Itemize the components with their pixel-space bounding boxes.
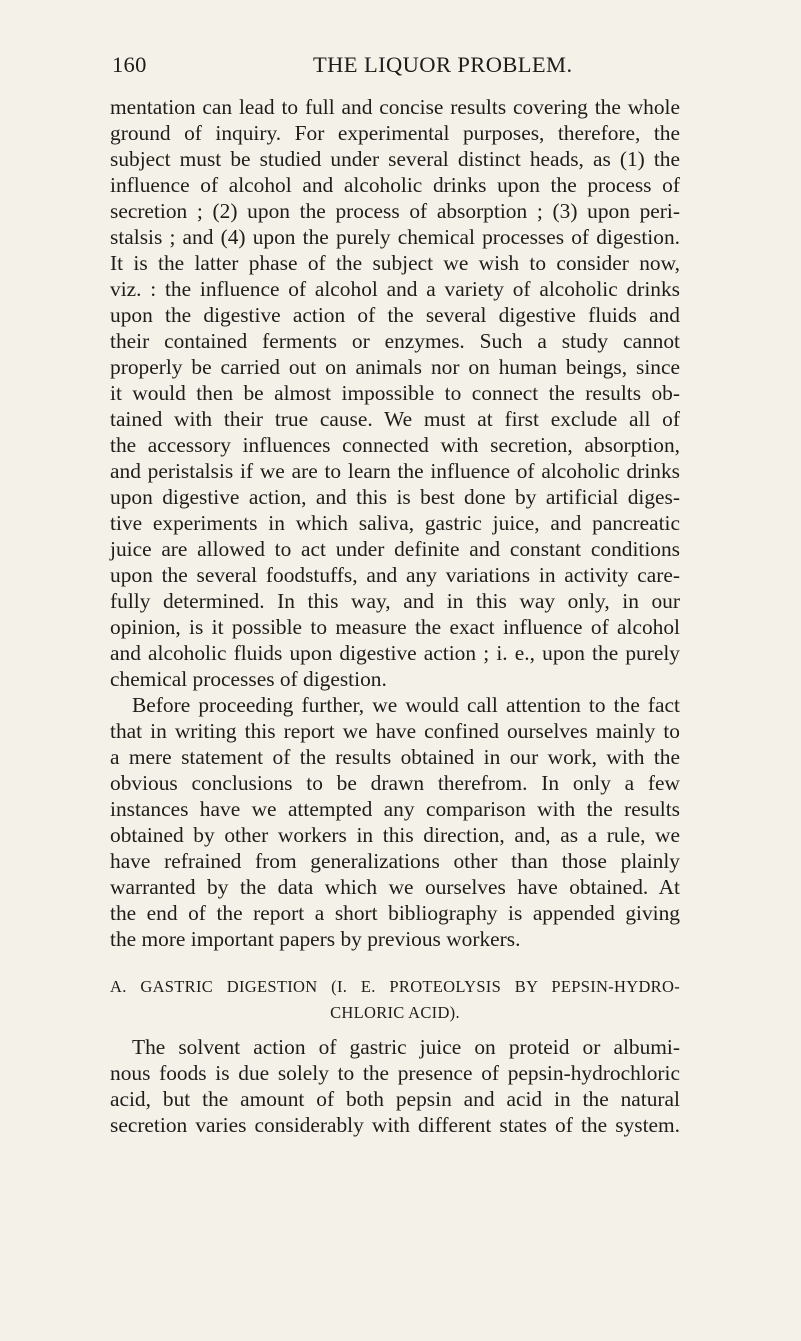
text-line: acid, but the amount of both pepsin and acid in the natural	[110, 1087, 680, 1111]
text-line: tained with their true cause. We must at first exclude all of	[110, 407, 680, 431]
text-line: It is the latter phase of the subject we wish to consider now,	[110, 251, 680, 275]
text-line: influence of alcohol and alcoholic drinks upon the process of	[110, 173, 680, 197]
text-line: nous foods is due solely to the presence of pepsin-hydrochloric	[110, 1061, 680, 1085]
text-line: obvious conclusions to be drawn therefrom. In only a few	[110, 771, 680, 795]
text-line: stalsis ; and (4) upon the purely chemical processes of digestion.	[110, 225, 680, 249]
text-line: warranted by the data which we ourselves have obtained. At	[110, 875, 680, 899]
text-line: obtained by other workers in this direction, and, as a rule, we	[110, 823, 680, 847]
text-line: their contained ferments or enzymes. Such a study cannot	[110, 329, 680, 353]
text-line: chemical processes of digestion.	[110, 667, 387, 691]
section-heading-line: CHLORIC ACID).	[330, 1003, 460, 1022]
text-line: upon digestive action, and this is best done by artificial diges-	[110, 485, 680, 509]
text-line: fully determined. In this way, and in this way only, in our	[110, 589, 680, 613]
text-line: Before proceeding further, we would call attention to the fact	[132, 693, 680, 717]
text-line: subject must be studied under several distinct heads, as (1) the	[110, 147, 680, 171]
text-line: mentation can lead to full and concise results covering the whole	[110, 95, 680, 119]
text-line: the more important papers by previous workers.	[110, 927, 521, 951]
running-head	[0, 52, 801, 82]
text-line: secretion varies considerably with different states of the system.	[110, 1113, 680, 1137]
text-line: and peristalsis if we are to learn the influence of alcoholic drinks	[110, 459, 680, 483]
text-line: the accessory influences connected with secretion, absorption,	[110, 433, 680, 457]
text-line: and alcoholic fluids upon digestive action ; i. e., upon the purely	[110, 641, 680, 665]
text-line: The solvent action of gastric juice on proteid or albumi-	[132, 1035, 680, 1059]
text-line: secretion ; (2) upon the process of absorption ; (3) upon peri-	[110, 199, 680, 223]
text-line: upon the digestive action of the several digestive fluids and	[110, 303, 680, 327]
text-line: juice are allowed to act under definite and constant conditions	[110, 537, 680, 561]
text-line: viz. : the influence of alcohol and a variety of alcoholic drinks	[110, 277, 680, 301]
section-heading-line: A. GASTRIC DIGESTION (I. E. PROTEOLYSIS BY PEPSIN-HYDRO-	[110, 977, 680, 996]
text-line: that in writing this report we have confined ourselves mainly to	[110, 719, 680, 743]
text-line: properly be carried out on animals nor on human beings, since	[110, 355, 680, 379]
text-line: upon the several foodstuffs, and any variations in activity care-	[110, 563, 680, 587]
text-line: instances have we attempted any comparison with the results	[110, 797, 680, 821]
text-line: ground of inquiry. For experimental purposes, therefore, the	[110, 121, 680, 145]
text-line: tive experiments in which saliva, gastric juice, and pancreatic	[110, 511, 680, 535]
running-title: THE LIQUOR PROBLEM.	[313, 52, 573, 77]
text-line: opinion, is it possible to measure the exact influence of alcohol	[110, 615, 680, 639]
text-line: it would then be almost impossible to connect the results ob-	[110, 381, 680, 405]
text-line: the end of the report a short bibliography is appended giving	[110, 901, 680, 925]
text-line: have refrained from generalizations other than those plainly	[110, 849, 680, 873]
text-line: a mere statement of the results obtained in our work, with the	[110, 745, 680, 769]
page-number: 160	[112, 52, 147, 77]
